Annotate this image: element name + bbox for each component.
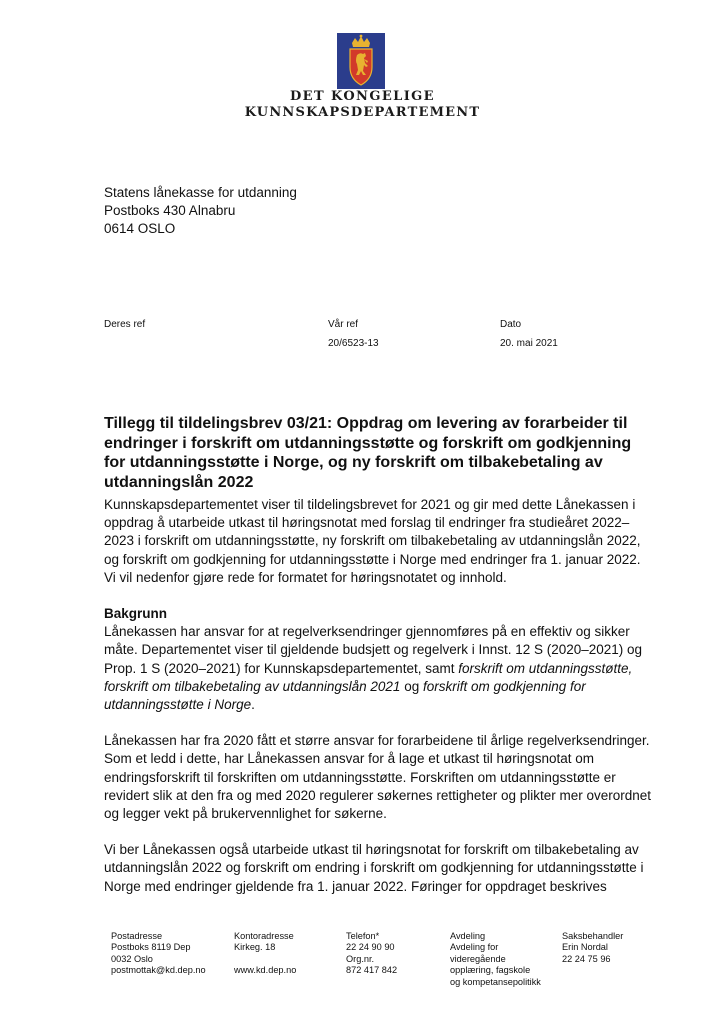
- footer-avdeling-label: Avdeling: [450, 931, 486, 941]
- footer-postadresse-line-1: Postboks 8119 Dep: [111, 942, 191, 953]
- footer-telefon: [346, 931, 397, 977]
- royal-coat-of-arms-icon: [337, 33, 385, 89]
- footer-avdeling-line-1: Avdeling for: [450, 942, 499, 953]
- footer-kontor-label: Kontoradresse: [234, 931, 294, 941]
- recipient-city: 0614 OSLO: [104, 221, 176, 236]
- footer-avdeling-line-4: og kompetansepolitikk: [450, 976, 541, 987]
- footer-saksbehandler-phone: 22 24 75 96: [562, 953, 611, 964]
- deres-ref-label: Deres ref: [104, 319, 146, 330]
- dato-block: [500, 318, 558, 350]
- recipient-street: Postboks 430 Alnabru: [104, 203, 236, 218]
- bakgrunn-p1-italic-1: forskrift om utdanningsstøtte, forskrift om tilbakebetaling av utdanningslån 2021: [104, 660, 633, 694]
- bakgrunn-p1-italic-2: forskrift om godkjenning for utdanningsstøtte i Norge: [104, 678, 586, 713]
- footer-postadresse-line-2: 0032 Oslo: [111, 953, 153, 964]
- var-ref-label: Vår ref: [328, 319, 359, 330]
- letter-body: [104, 414, 656, 914]
- footer-avdeling: [450, 931, 541, 988]
- bakgrunn-paragraph-3: Vi ber Lånekassen også utarbeide utkast til høringsnotat for forskrift om tilbakebetaling av utdanningslån 2022 og forskrift om endring i forskrift om godkjenning for utdanningsstøtte i Norge med endringer gjeldende fra 1. januar 2022. Føringer for oppdraget beskrives: [104, 842, 644, 894]
- bakgrunn-paragraph-2: Lånekassen har fra 2020 fått et større ansvar for forarbeidene til årlige regelverksendringer. Som et ledd i dette, har Lånekassen ansvar for å lage et utkast til høringsnotat om endringsforskrift til forskriften om utdanningsstøtte. Forskriften om utdanningsstøtte er revidert slik at den fra og med 2020 regulerer søkernes rettigheter og plikter mer overordnet og legger vekt på brukervennlighet for søkerne.: [104, 733, 652, 822]
- letter-title: Tillegg til tildelingsbrev 03/21: Oppdrag om levering av forarbeider til endringer i forskrift om utdanningsstøtte og forskrift om godkjenning for utdanningsstøtte i Norge, og ny forskrift om tilbakebetaling av utdanningslån 2022: [104, 415, 632, 491]
- dato-label: Dato: [500, 319, 522, 330]
- bakgrunn-p1-text-a: Lånekassen har ansvar for at regelverksendringer gjennomføres på en effektiv og sikker måte. Departementet viser til gjeldende budsjett og regelverk i Innst. 12 S (2020–2021) og Prop. 1 S (2020–2021) for Kunnskapsdepartementet, samt: [104, 624, 643, 676]
- bakgrunn-paragraph-1: [104, 623, 656, 714]
- footer-avdeling-line-2: videregående: [450, 953, 506, 964]
- recipient-name: Statens lånekasse for utdanning: [104, 185, 297, 200]
- var-ref-value: 20/6523-13: [328, 338, 379, 349]
- footer-orgnr-label: Org.nr.: [346, 953, 375, 964]
- var-ref-block: [328, 318, 379, 350]
- recipient-address: [104, 184, 297, 238]
- footer-saksbehandler-label: Saksbehandler: [562, 931, 624, 941]
- footer-avdeling-line-3: opplæring, fagskole: [450, 965, 531, 976]
- intro-paragraph: Kunnskapsdepartementet viser til tildelingsbrevet for 2021 og gir med dette Lånekassen i oppdrag å utarbeide utkast til høringsnotat med forslag til endringer fra studieåret 2022–2023 i forskrift om utdanningsstøtte, ny forskrift om tilbakebetaling av utdanningslån 2022, og forskrift om godkjenning for utdanningsstøtte i Norge med endringer fra 1. januar 2022. Vi vil nedenfor gjøre rede for formatet for høringsnotatet og innhold.: [104, 497, 641, 585]
- footer-saksbehandler-name: Erin Nordal: [562, 942, 608, 953]
- footer-postadresse-label: Postadresse: [111, 931, 163, 941]
- bakgrunn-heading: Bakgrunn: [104, 606, 168, 622]
- footer-website-link[interactable]: www.kd.dep.no: [234, 965, 297, 976]
- letterhead-line-1: DET KONGELIGE: [290, 89, 435, 104]
- footer-telefon-label: Telefon*: [346, 931, 380, 941]
- deres-ref-block: [104, 318, 145, 331]
- footer-kontoradresse: [234, 931, 296, 977]
- footer-telefon-number: 22 24 90 90: [346, 942, 395, 953]
- footer-kontor-line-1: Kirkeg. 18: [234, 942, 276, 953]
- footer-orgnr-value: 872 417 842: [346, 965, 398, 976]
- bakgrunn-p1-text-c: .: [251, 697, 255, 713]
- letterhead-line-2: KUNNSKAPSDEPARTEMENT: [244, 105, 481, 120]
- footer-email[interactable]: postmottak@kd.dep.no: [111, 965, 206, 976]
- dato-value: 20. mai 2021: [500, 338, 558, 349]
- bakgrunn-p1-text-b: og: [400, 678, 423, 694]
- footer-saksbehandler: [562, 931, 623, 965]
- footer-postadresse: [111, 931, 206, 977]
